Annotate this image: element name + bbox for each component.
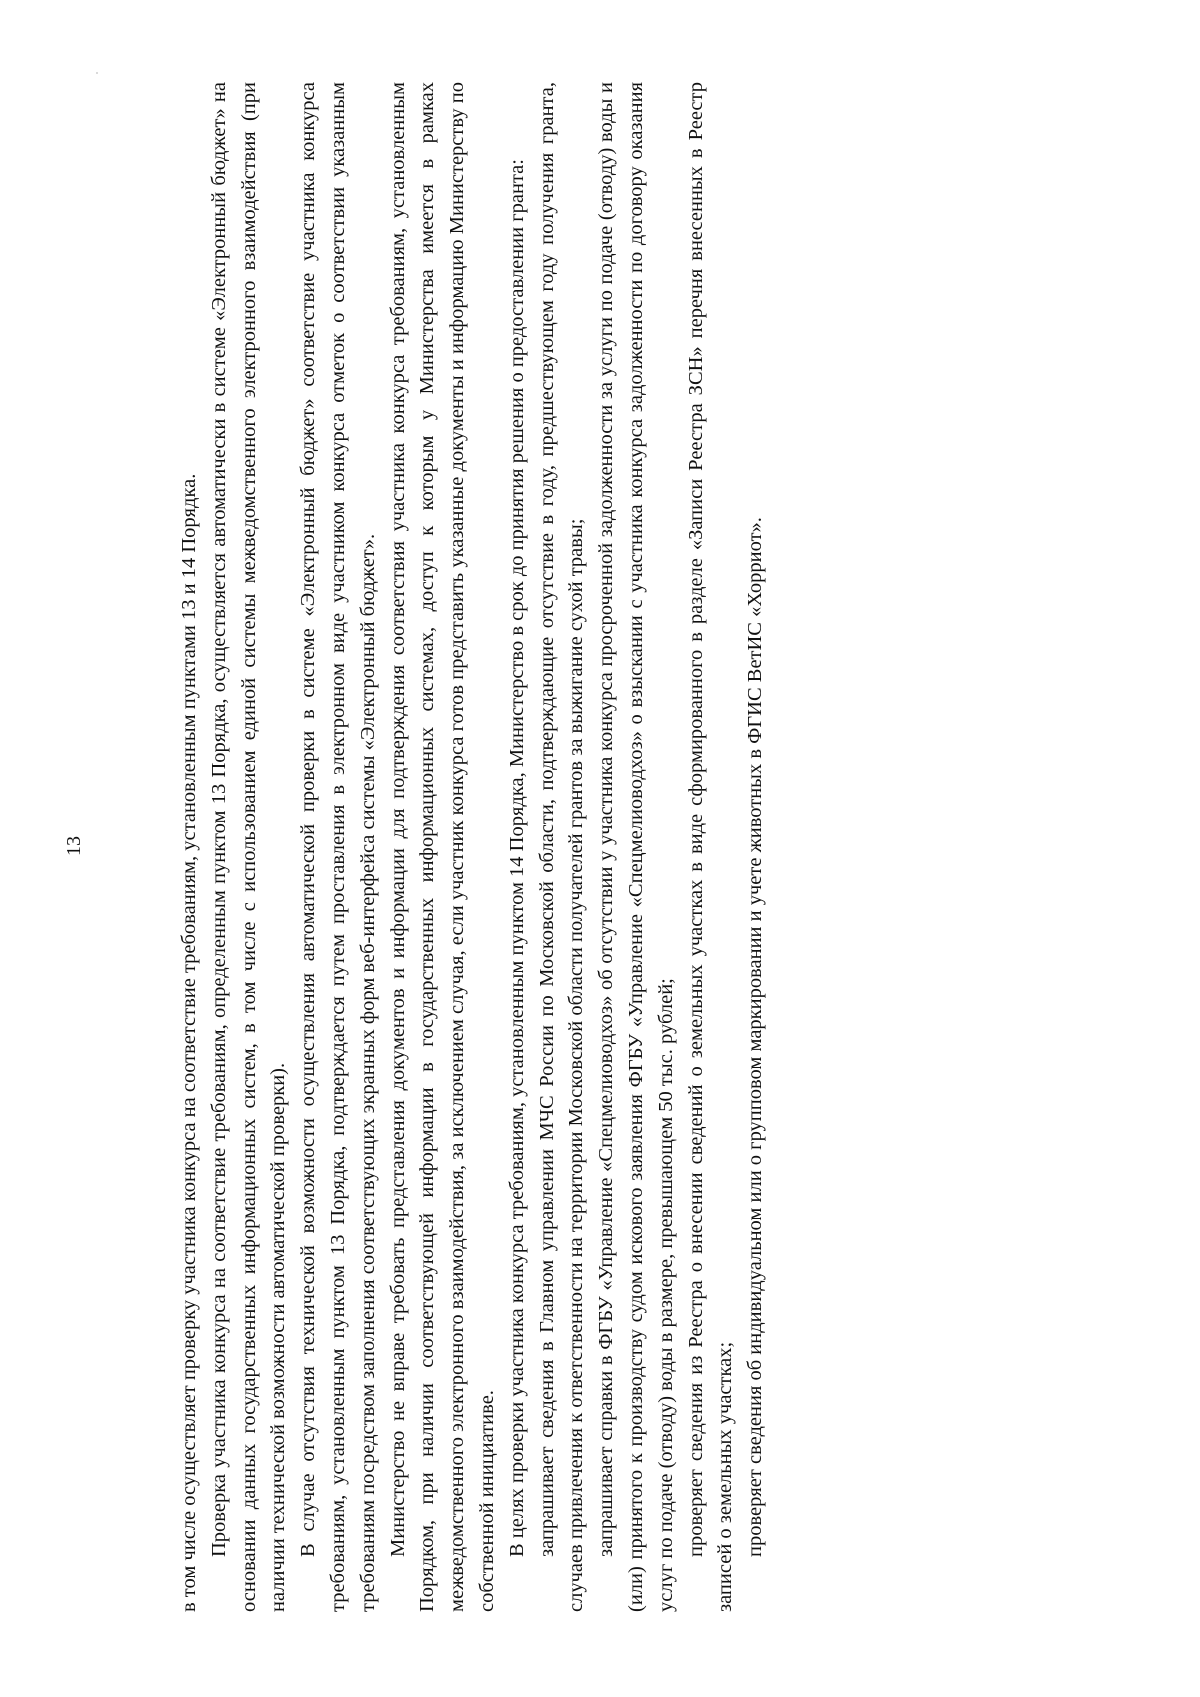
paragraph-2: Проверка участника конкурса на соответствие требованиям, определенным пунктом 13 Порядка, осуществляется автоматически в системе «Электронный бюджет» на основании данных государственных информационных систем, в том числе с использованием единой системы межведомственного электронного взаимодействия (при наличии технической возможности автоматической проверки). [207,82,290,1612]
paragraph-6: запрашивает сведения в Главном управлении МЧС России по Московской области, подтверждающие отсутствие в году, предшествующем году получения гранта, случаев привлечения к ответственности на территории Московской области получателей грантов за выжигание сухой травы; [535,82,588,1612]
paragraph-3: В случае отсутствия технической возможности осуществления автоматической проверки в системе «Электронный бюджет» соответствие участника конкурса требованиям, установленным пунктом 13 Порядка, подтверждается путем проставления в электронном виде участником конкурса отметок о соответствии указанным требованиям посредством заполнения соответствующих экранных форм веб-интерфейса системы «Электронный бюджет». [297,82,379,1612]
paragraph-1: в том числе осуществляет проверку участника конкурса на соответствие требованиям, установленным пунктами 13 и 14 Порядка. [178,473,200,1612]
paragraph-5: В целях проверки участника конкурса требованиям, установленным пунктом 14 Порядка, Министерство в срок до принятия решения о предоставлении гранта: [505,159,528,1557]
paragraph-9: проверяет сведения об индивидуальном или о групповом маркировании и учете животных в ФГИС ВетИС «Хорриот». [744,517,767,1557]
paragraph-7: запрашивает справки в ФГБУ «Управление «Спецмелиоводхоз» об отсутствии у участника конкурса просроченной задолженности за услуги по подаче (отводу) воды и (или) принятого к производству судом искового заявления ФГБУ «Управление «Спецмелиоводхоз» о взыскании с участника конкурса задолженности по договору оказания услуг по подаче (отводу) воды в размере, превышающем 50 тыс. рублей; [595,82,677,1612]
paragraph-4: Министерство не вправе требовать представления документов и информации для подтверждения соответствия участника конкурса требованиям, установленным Порядком, при наличии соответствующей информации в государственных информационных системах, доступ к которым у Министерства имеется в рамках межведомственного электронного взаимодействия, за исключением случая, если участник конкурса готов представить указанные документы и информацию Министерству по собственной инициативе. [386,82,498,1612]
paragraph-8: проверяет сведения из Реестра о внесении сведений о земельных участках в виде сформированного в разделе «Записи Реестра ЗСН» перечня внесенных в Реестр записей о земельных участках; [684,82,737,1612]
scan-speck [96,72,98,74]
document-body [175,82,771,1612]
page-number: 13 [63,836,85,856]
